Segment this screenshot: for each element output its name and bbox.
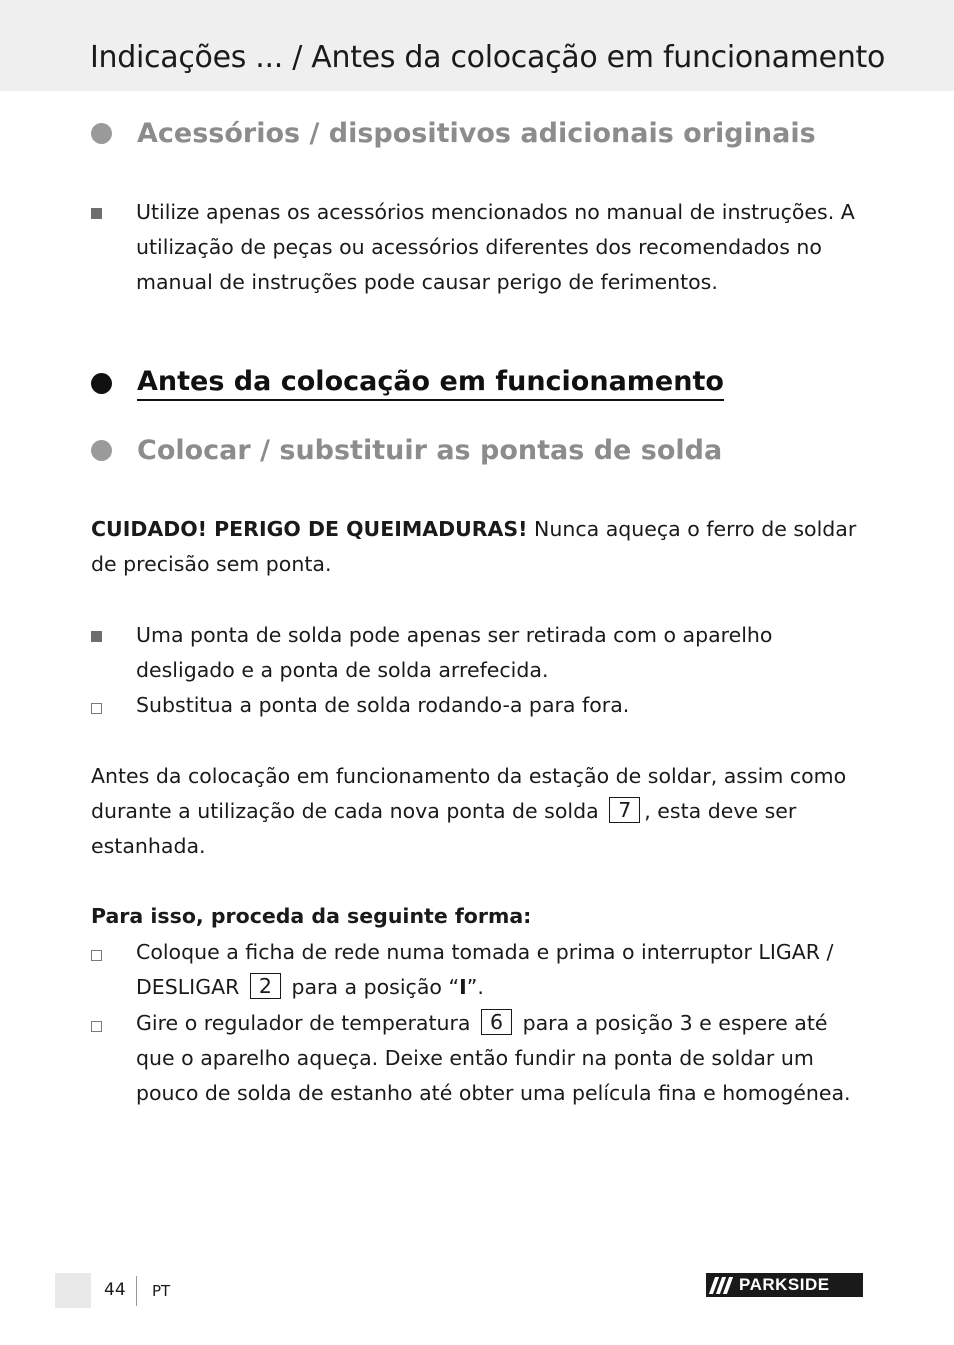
- tinning-paragraph: [91, 759, 871, 864]
- bullet-dot-icon: [91, 373, 112, 394]
- step1-position: I: [459, 975, 467, 999]
- step2-text: Gire o regulador de temperatura: [136, 1011, 471, 1035]
- procedure-heading: Para isso, proceda da seguinte forma:: [91, 904, 532, 928]
- reference-number-box: 7: [609, 797, 640, 823]
- heading-accessories-label: Acessórios / dispositivos adicionais originais: [137, 118, 816, 149]
- step1-mid: para a posição “: [284, 975, 460, 999]
- page-title: Indicações ... / Antes da colocação em funcionamento: [90, 40, 886, 75]
- step1-after: ”.: [466, 975, 484, 999]
- warning-label: CUIDADO! PERIGO DE QUEIMADURAS!: [91, 517, 528, 541]
- page-number: 44: [104, 1280, 126, 1300]
- square-bullet-icon: [91, 208, 102, 219]
- heading-before-operation: [91, 366, 724, 401]
- procedure-step-text: [136, 1006, 871, 1111]
- checkbox-bullet-icon: [91, 703, 102, 714]
- heading-soldering-tips: [91, 435, 722, 466]
- checkbox-bullet-icon: [91, 1021, 102, 1032]
- list-item: [91, 1006, 871, 1111]
- bullet-dot-icon: [91, 440, 112, 461]
- heading-soldering-tips-label: Colocar / substituir as pontas de solda: [137, 435, 723, 466]
- reference-number-box: 2: [250, 973, 281, 999]
- tinning-text-after: , esta deve ser estanhada.: [91, 799, 797, 858]
- square-bullet-icon: [91, 631, 102, 642]
- logo-text: PARKSIDE: [739, 1275, 830, 1294]
- list-item: [91, 618, 871, 688]
- procedure-step-text: [136, 935, 871, 1005]
- accessories-item-text: Utilize apenas os acessórios mencionados no manual de instruções. A utilização de peças ou acessórios diferentes dos recomendados no manual de instruções pode causar perigo de ferimentos.: [136, 200, 855, 294]
- footer-divider: [136, 1276, 137, 1306]
- list-item: [91, 935, 871, 1005]
- heading-accessories: [91, 118, 816, 149]
- list-item: [91, 195, 871, 300]
- step1-text: Coloque a ficha de rede numa tomada e prima o interruptor LIGAR / DESLIGAR: [136, 940, 834, 999]
- tinning-text: Antes da colocação em funcionamento da estação de soldar, assim como durante a utilização de cada nova ponta de solda: [91, 764, 847, 823]
- bullet-dot-icon: [91, 123, 112, 144]
- warning-text: Nunca aqueça o ferro de soldar de precisão sem ponta.: [91, 517, 857, 576]
- brand-logo: [706, 1273, 863, 1297]
- tips-item-text: Substitua a ponta de solda rodando-a para fora.: [136, 693, 630, 717]
- logo-stripes-icon: [712, 1277, 733, 1294]
- step2-after: para a posição 3 e espere até que o aparelho aqueça. Deixe então fundir na ponta de soldar um pouco de solda de estanho até obter uma película fina e homogénea.: [136, 1011, 851, 1105]
- tips-item-text: Uma ponta de solda pode apenas ser retirada com o aparelho desligado e a ponta de solda arrefecida.: [136, 623, 773, 682]
- warning-paragraph: [91, 512, 871, 582]
- list-item: [91, 688, 871, 723]
- heading-before-operation-label: Antes da colocação em funcionamento: [137, 366, 724, 401]
- footer-box: [55, 1273, 91, 1308]
- checkbox-bullet-icon: [91, 950, 102, 961]
- reference-number-box: 6: [481, 1009, 512, 1035]
- language-code: PT: [152, 1282, 171, 1300]
